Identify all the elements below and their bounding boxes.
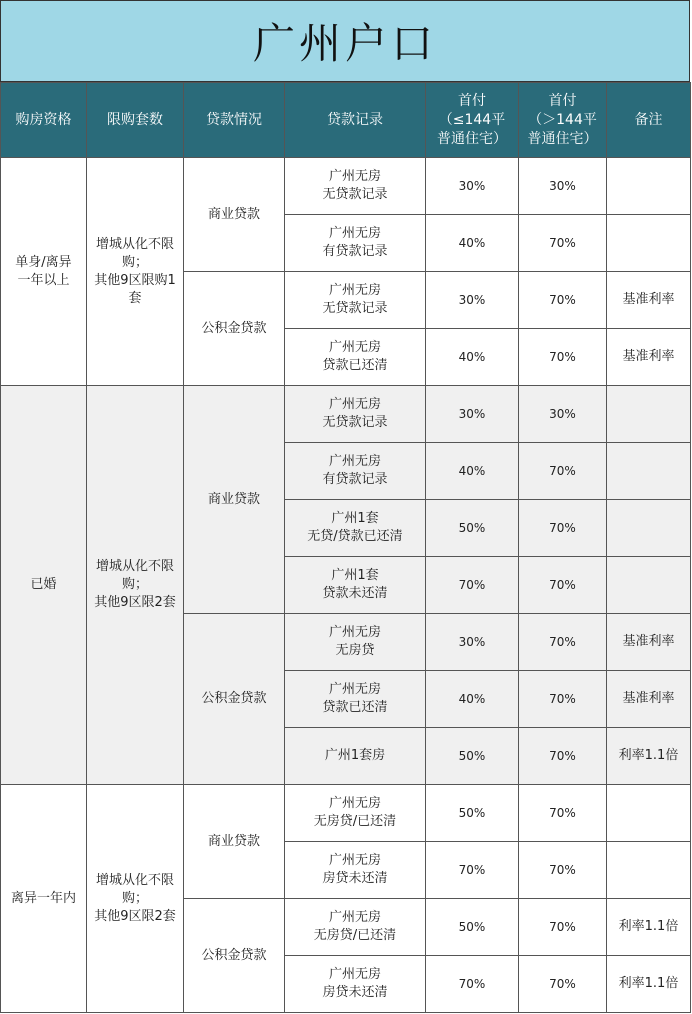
note-cell: 利率1.1倍: [607, 956, 691, 1013]
eligibility-cell: 单身/离异 一年以上: [1, 158, 87, 386]
table-row: [1, 386, 691, 443]
loan-record-cell: 广州无房 贷款已还清: [285, 329, 426, 386]
loan-record-cell: 广州无房 无贷款记录: [285, 386, 426, 443]
loan-record-cell: 广州无房 无房贷/已还清: [285, 785, 426, 842]
note-cell: [607, 215, 691, 272]
note-cell: [607, 443, 691, 500]
loan-type-cell: 商业贷款: [184, 386, 285, 614]
loan-type-cell: 商业贷款: [184, 158, 285, 272]
down-payment-small-cell: 70%: [426, 557, 519, 614]
note-cell: [607, 386, 691, 443]
limit-cell: 增城从化不限 购； 其他9区限购1 套: [87, 158, 184, 386]
loan-record-cell: 广州1套 无贷/贷款已还清: [285, 500, 426, 557]
loan-record-cell: 广州无房 有贷款记录: [285, 215, 426, 272]
header-loan-type: 贷款情况: [184, 83, 285, 158]
loan-record-cell: 广州无房 无贷款记录: [285, 272, 426, 329]
down-payment-small-cell: 30%: [426, 614, 519, 671]
down-payment-large-cell: 70%: [519, 614, 607, 671]
loan-type-cell: 公积金贷款: [184, 272, 285, 386]
down-payment-large-cell: 70%: [519, 500, 607, 557]
down-payment-large-cell: 70%: [519, 728, 607, 785]
loan-type-cell: 商业贷款: [184, 785, 285, 899]
note-cell: [607, 500, 691, 557]
down-payment-large-cell: 70%: [519, 956, 607, 1013]
down-payment-small-cell: 50%: [426, 899, 519, 956]
table-row: [1, 785, 691, 842]
loan-record-cell: 广州无房 贷款已还清: [285, 671, 426, 728]
header-limit: 限购套数: [87, 83, 184, 158]
note-cell: [607, 785, 691, 842]
down-payment-small-cell: 50%: [426, 785, 519, 842]
loan-type-cell: 公积金贷款: [184, 614, 285, 785]
note-cell: [607, 842, 691, 899]
limit-cell: 增城从化不限 购； 其他9区限2套: [87, 386, 184, 785]
header-row: [1, 83, 691, 158]
loan-record-cell: 广州无房 房贷未还清: [285, 956, 426, 1013]
down-payment-small-cell: 30%: [426, 272, 519, 329]
eligibility-cell: 离异一年内: [1, 785, 87, 1013]
down-payment-small-cell: 70%: [426, 956, 519, 1013]
loan-record-cell: 广州无房 无房贷: [285, 614, 426, 671]
note-cell: 基准利率: [607, 329, 691, 386]
note-cell: 基准利率: [607, 671, 691, 728]
loan-record-cell: 广州1套房: [285, 728, 426, 785]
loan-record-cell: 广州无房 无贷款记录: [285, 158, 426, 215]
note-cell: 基准利率: [607, 272, 691, 329]
header-notes: 备注: [607, 83, 691, 158]
table-row: [1, 158, 691, 215]
policy-table: [0, 82, 691, 1013]
down-payment-large-cell: 70%: [519, 443, 607, 500]
note-cell: 利率1.1倍: [607, 728, 691, 785]
header-down-payment-large: 首付 （＞144平 普通住宅）: [519, 83, 607, 158]
down-payment-small-cell: 70%: [426, 842, 519, 899]
down-payment-large-cell: 70%: [519, 785, 607, 842]
loan-type-cell: 公积金贷款: [184, 899, 285, 1013]
note-cell: [607, 158, 691, 215]
down-payment-small-cell: 40%: [426, 671, 519, 728]
down-payment-large-cell: 70%: [519, 842, 607, 899]
header-down-payment-small: 首付 （≤144平 普通住宅）: [426, 83, 519, 158]
down-payment-large-cell: 30%: [519, 386, 607, 443]
loan-record-cell: 广州无房 无房贷/已还清: [285, 899, 426, 956]
page-title: 广州户口: [0, 0, 690, 82]
down-payment-small-cell: 40%: [426, 443, 519, 500]
down-payment-small-cell: 30%: [426, 158, 519, 215]
loan-record-cell: 广州无房 有贷款记录: [285, 443, 426, 500]
down-payment-large-cell: 70%: [519, 899, 607, 956]
down-payment-large-cell: 70%: [519, 557, 607, 614]
down-payment-small-cell: 50%: [426, 500, 519, 557]
note-cell: 利率1.1倍: [607, 899, 691, 956]
down-payment-small-cell: 30%: [426, 386, 519, 443]
note-cell: [607, 557, 691, 614]
down-payment-large-cell: 70%: [519, 272, 607, 329]
eligibility-cell: 已婚: [1, 386, 87, 785]
down-payment-large-cell: 70%: [519, 215, 607, 272]
down-payment-small-cell: 40%: [426, 329, 519, 386]
down-payment-large-cell: 70%: [519, 329, 607, 386]
loan-record-cell: 广州1套 贷款未还清: [285, 557, 426, 614]
loan-record-cell: 广州无房 房贷未还清: [285, 842, 426, 899]
header-eligibility: 购房资格: [1, 83, 87, 158]
down-payment-small-cell: 50%: [426, 728, 519, 785]
down-payment-large-cell: 70%: [519, 671, 607, 728]
down-payment-small-cell: 40%: [426, 215, 519, 272]
note-cell: 基准利率: [607, 614, 691, 671]
down-payment-large-cell: 30%: [519, 158, 607, 215]
header-loan-record: 贷款记录: [285, 83, 426, 158]
limit-cell: 增城从化不限 购； 其他9区限2套: [87, 785, 184, 1013]
